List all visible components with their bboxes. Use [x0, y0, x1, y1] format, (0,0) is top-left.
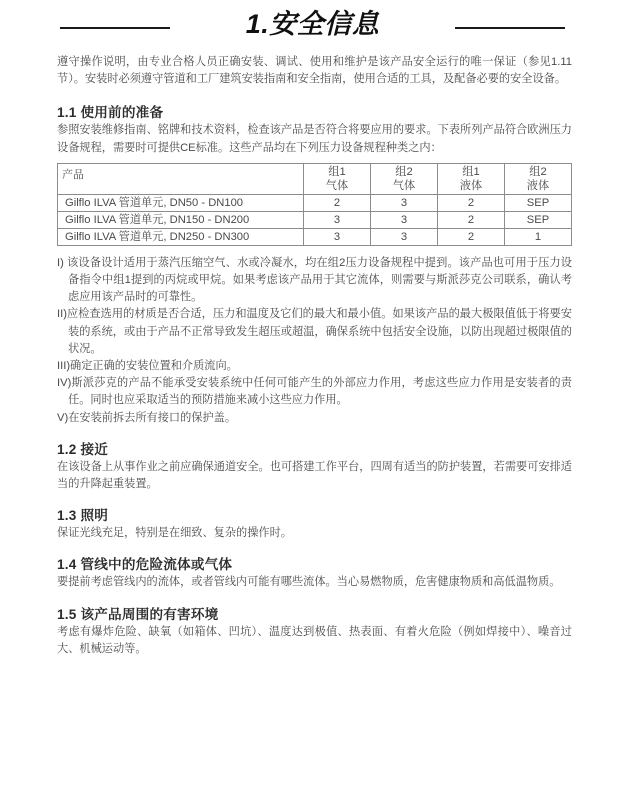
section-1-5-body: 考虑有爆炸危险、缺氧（如箱体、凹坑）、温度达到极值、热表面、有着火危险（例如焊接中）、噪音过大、机械运动等。	[57, 625, 572, 655]
header-line-1: 组1	[328, 165, 346, 178]
table-row	[58, 211, 572, 228]
page-title: 1.安全信息	[245, 9, 380, 39]
cell-group1-liquid: 2	[438, 194, 505, 211]
table-row	[58, 228, 572, 245]
table-row	[58, 194, 572, 211]
document-body	[57, 54, 572, 658]
section-heading-1-2: 1.2 接近	[57, 441, 109, 457]
list-item-v: V)在安装前拆去所有接口的保护盖。	[57, 411, 237, 424]
section-1-3-body: 保证光线充足，特别是在细致、复杂的操作时。	[57, 527, 292, 540]
list-item-ii: II)应检查选用的材质是否合适，压力和温度及它们的最大和最小值。如果该产品的最大极限值低于将要安装的系统，或由于产品不正常导致发生超压或超温，确保系统中包括安全设施，以防出现超过极限值的状况。	[57, 308, 572, 355]
list-item-iv: IV)斯派莎克的产品不能承受安装系统中任何可能产生的外部应力作用，考虑这些应力作用是安装者的责任。同时也应采取适当的预防措施来减小这些应力作用。	[57, 377, 572, 407]
cell-group1-gas: 3	[304, 228, 371, 245]
intro-paragraph: 遵守操作说明，由专业合格人员正确安装、调试、使用和维护是该产品安全运行的唯一保证（参见1.11节）。安装时必须遵守管道和工厂建筑安装指南和安全指南，使用合适的工具，及配备必要的安全设备。	[57, 56, 572, 86]
section-1-1-intro: 参照安装维修指南、铭牌和技术资料，检查该产品是否符合将要应用的要求。下表所列产品符合欧洲压力设备规程，需要时可提供CE标准。这些产品均在下列压力设备规程种类之内：	[57, 124, 572, 154]
section-heading-1-3: 1.3 照明	[57, 508, 109, 524]
cell-group2-liquid: SEP	[505, 211, 572, 228]
section-heading-1-5: 1.5 该产品周围的有害环境	[57, 606, 219, 622]
cell-group2-liquid: SEP	[505, 194, 572, 211]
cell-group2-gas: 3	[371, 194, 438, 211]
header-line-2: 气体	[325, 179, 349, 192]
cell-group1-liquid: 2	[438, 228, 505, 245]
header-line-2: 液体	[526, 179, 550, 192]
cell-group1-gas: 3	[304, 211, 371, 228]
header-line-1: 组1	[462, 165, 480, 178]
section-heading-1-4: 1.4 管线中的危险流体或气体	[57, 557, 233, 573]
pressure-equipment-table	[57, 163, 572, 246]
table-header-group1-gas	[304, 163, 371, 194]
cell-product: Gilflo ILVA 管道单元, DN50 - DN100	[58, 194, 304, 211]
cell-product: Gilflo ILVA 管道单元, DN150 - DN200	[58, 211, 304, 228]
list-item-i: I) 该设备设计适用于蒸汽压缩空气、水或冷凝水，均在组2压力设备规程中提到。该产品也可用于压力设备指令中组1提到的丙烷或甲烷。如果考虑该产品用于其它流体，则需要与斯派莎克公司联系，确认考虑应用该产品时的可靠性。	[57, 256, 572, 304]
section-heading-1-1: 1.1 使用前的准备	[57, 105, 164, 121]
cell-group2-gas: 3	[371, 228, 438, 245]
cell-group1-liquid: 2	[438, 211, 505, 228]
cell-group1-gas: 2	[304, 194, 371, 211]
section-1-2-body: 在该设备上从事作业之前应确保通道安全。也可搭建工作平台，四周有适当的防护装置，若需要可安排适当的升降起重装置。	[57, 460, 572, 491]
header-line-1: 组2	[529, 165, 547, 178]
cell-product: Gilflo ILVA 管道单元, DN250 - DN300	[58, 228, 304, 245]
header-line-2: 液体	[459, 179, 483, 192]
table-header-group1-liquid	[438, 163, 505, 194]
table-header-group2-liquid	[505, 163, 572, 194]
cell-group2-gas: 3	[371, 211, 438, 228]
list-item-iii: III)确定正确的安装位置和介质流向。	[57, 360, 238, 373]
table-header-group2-gas	[371, 163, 438, 194]
cell-group2-liquid: 1	[505, 228, 572, 245]
section-1-4-body: 要提前考虑管线内的流体，或者管线内可能有哪些流体。当心易燃物质，危害健康物质和高低温物质。	[57, 576, 561, 589]
table-header-product: 产品	[58, 163, 304, 194]
title-block	[0, 0, 625, 52]
header-line-1: 组2	[395, 165, 413, 178]
header-line-2: 气体	[392, 179, 416, 192]
table-header-row	[58, 163, 572, 194]
